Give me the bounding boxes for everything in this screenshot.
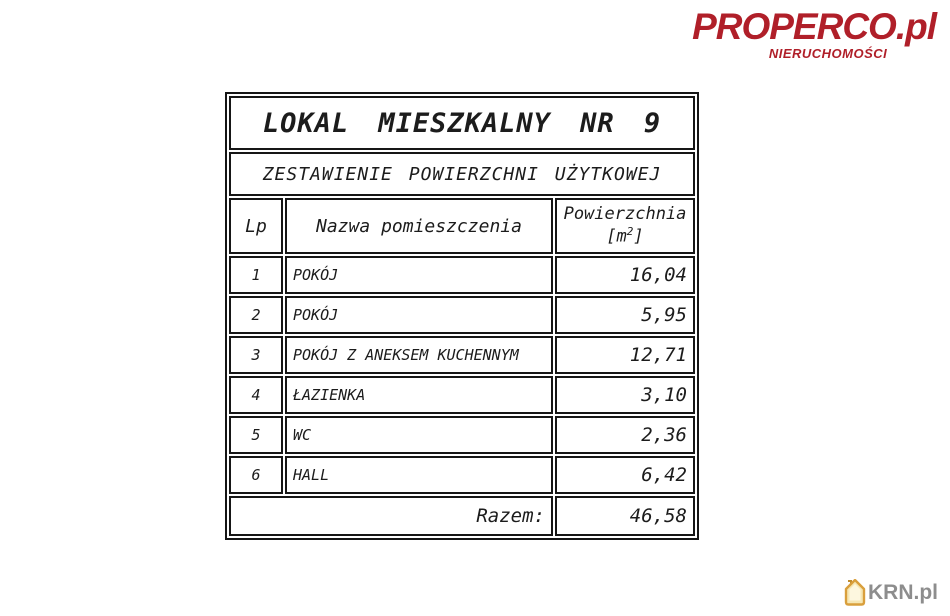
area-table <box>225 92 699 540</box>
cell-name: POKÓJ <box>285 256 553 294</box>
header-area-word: Powierzchnia <box>563 203 687 224</box>
cell-name: POKÓJ <box>285 296 553 334</box>
cell-lp: 1 <box>229 256 283 294</box>
cell-lp: 4 <box>229 376 283 414</box>
total-label: Razem: <box>229 496 553 536</box>
cell-area: 12,71 <box>555 336 695 374</box>
cell-lp: 3 <box>229 336 283 374</box>
table-row <box>229 336 695 374</box>
header-area-unit-open: [m <box>606 226 627 247</box>
cell-area: 6,42 <box>555 456 695 494</box>
properco-logo-tagline: NIERUCHOMOŚCI <box>768 46 888 61</box>
table-row <box>229 296 695 334</box>
subtitle-row <box>229 152 695 196</box>
cell-area: 5,95 <box>555 296 695 334</box>
header-row <box>229 198 695 254</box>
header-room-name: Nazwa pomieszczenia <box>285 198 553 254</box>
table-row <box>229 256 695 294</box>
cell-area: 2,36 <box>555 416 695 454</box>
cell-name: POKÓJ Z ANEKSEM KUCHENNYM <box>285 336 553 374</box>
cell-lp: 5 <box>229 416 283 454</box>
area-summary-sheet <box>225 92 699 540</box>
title-row <box>229 96 695 150</box>
header-area-unit-close: ] <box>633 226 644 247</box>
house-icon <box>844 579 866 606</box>
krn-label: KRN.pl <box>868 580 938 604</box>
header-lp: Lp <box>229 198 283 254</box>
table-row <box>229 456 695 494</box>
total-value: 46,58 <box>555 496 695 536</box>
cell-lp: 2 <box>229 296 283 334</box>
table-subtitle: ZESTAWIENIE POWIERZCHNI UŻYTKOWEJ <box>229 152 695 196</box>
table-title: LOKAL MIESZKALNY NR 9 <box>229 96 695 150</box>
properco-logo-name: PROPERCO.pl <box>692 6 936 47</box>
table-row <box>229 376 695 414</box>
table-row <box>229 416 695 454</box>
cell-area: 3,10 <box>555 376 695 414</box>
header-area-unit-sup: 2 <box>626 225 634 239</box>
cell-name: ŁAZIENKA <box>285 376 553 414</box>
cell-lp: 6 <box>229 456 283 494</box>
krn-watermark <box>844 579 938 606</box>
properco-logo <box>692 8 936 60</box>
total-row <box>229 496 695 536</box>
cell-name: WC <box>285 416 553 454</box>
cell-area: 16,04 <box>555 256 695 294</box>
header-area <box>555 198 695 254</box>
cell-name: HALL <box>285 456 553 494</box>
